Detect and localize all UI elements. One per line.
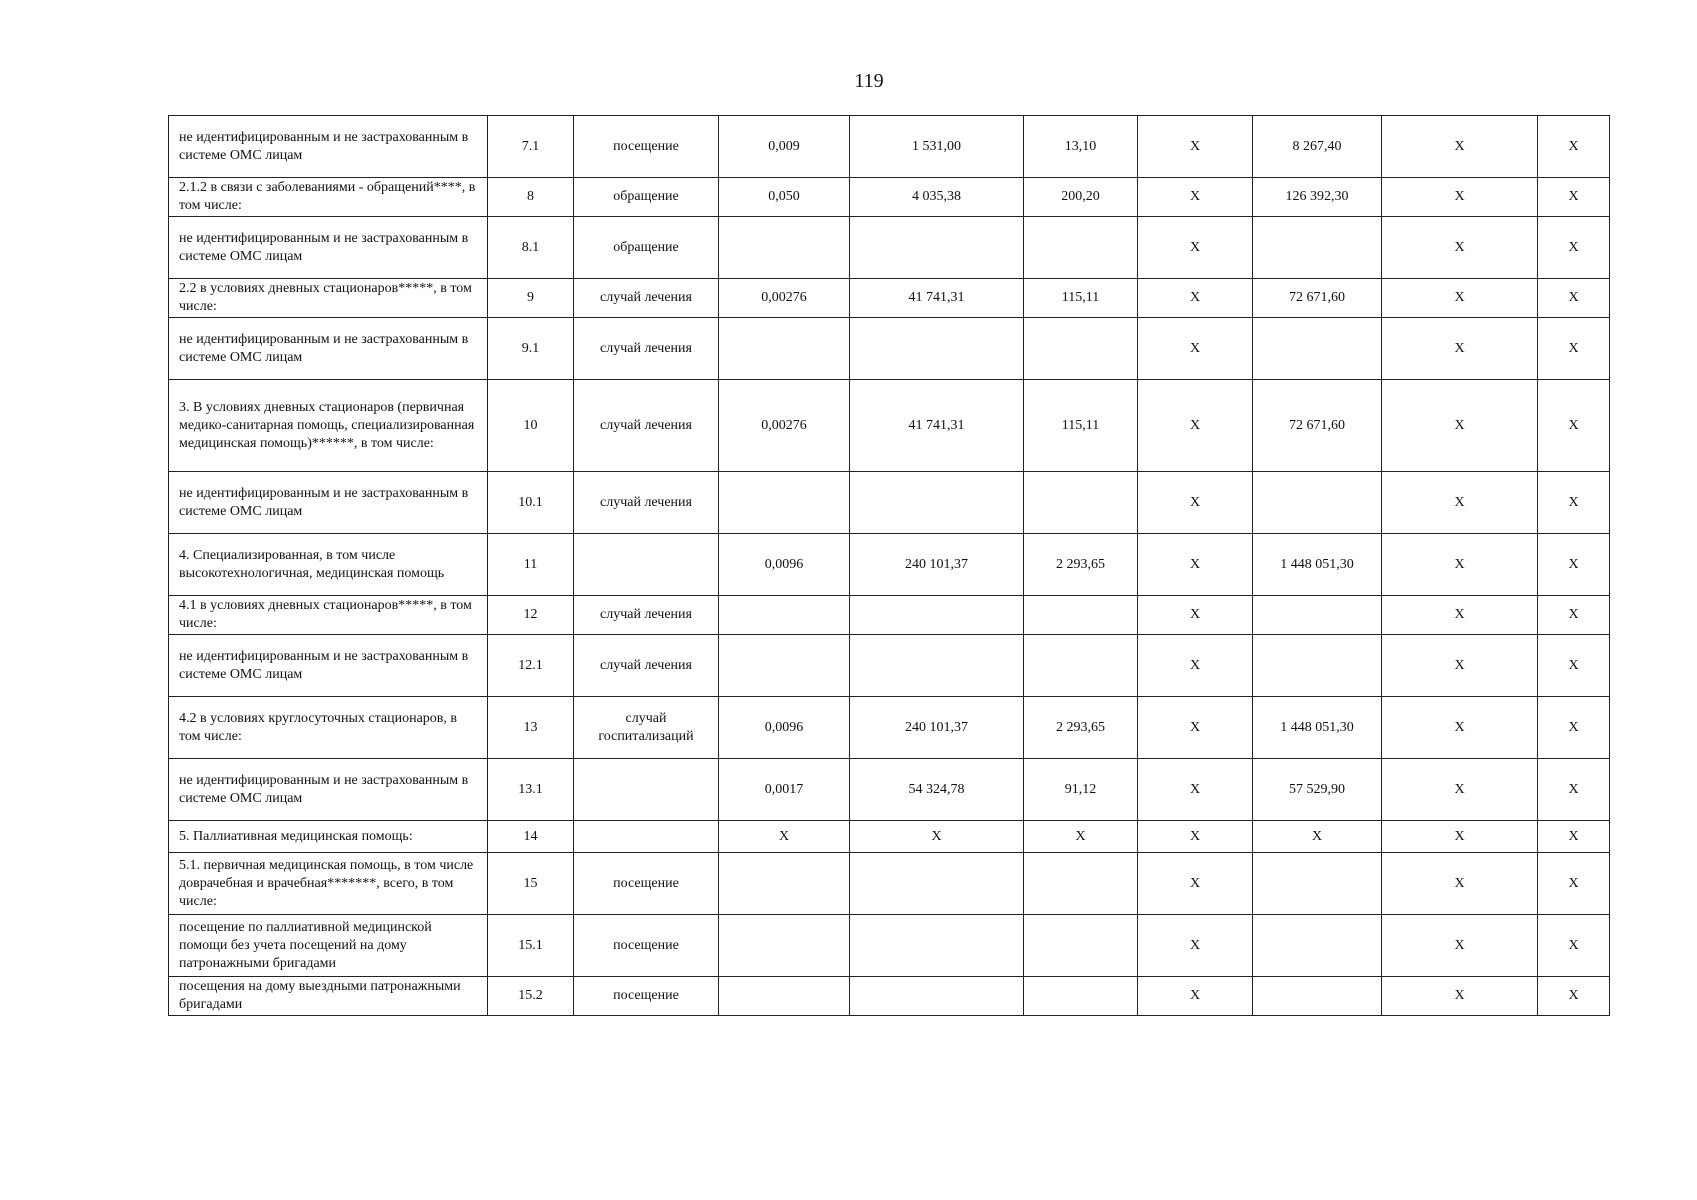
cell-mark-3: X [1538,116,1610,178]
cell-norm-cost [850,472,1024,534]
cell-norm-volume [719,977,850,1016]
cell-unit: случай лечения [574,596,719,635]
cell-row-number: 13.1 [488,759,574,821]
cell-total-1: 1 448 051,30 [1253,534,1382,596]
data-table [168,115,1610,1016]
cell-row-number: 15 [488,853,574,915]
cell-unit: посещение [574,977,719,1016]
cell-per-capita-1 [1024,915,1138,977]
cell-row-number: 10.1 [488,472,574,534]
cell-per-capita-1: 13,10 [1024,116,1138,178]
cell-mark-3: X [1538,853,1610,915]
cell-mark-2: X [1382,596,1538,635]
cell-mark-3: X [1538,596,1610,635]
cell-unit: посещение [574,915,719,977]
cell-mark-2: X [1382,534,1538,596]
cell-mark-2: X [1382,380,1538,472]
cell-row-label: не идентифицированным и не застрахованным в системе ОМС лицам [169,318,488,380]
cell-row-number: 8 [488,178,574,217]
cell-row-label: посещение по паллиативной медицинской помощи без учета посещений на дому патронажными бригадами [169,915,488,977]
cell-row-number: 9 [488,279,574,318]
cell-row-number: 8.1 [488,217,574,279]
table-row [169,318,1610,380]
cell-row-number: 12 [488,596,574,635]
cell-mark-3: X [1538,915,1610,977]
cell-norm-volume [719,915,850,977]
cell-total-1: 126 392,30 [1253,178,1382,217]
cell-per-capita-1: 200,20 [1024,178,1138,217]
cell-total-1: 72 671,60 [1253,380,1382,472]
cell-unit [574,821,719,853]
cell-mark-1: X [1138,217,1253,279]
cell-unit [574,759,719,821]
cell-norm-volume: 0,050 [719,178,850,217]
cell-norm-volume: X [719,821,850,853]
cell-row-label: 5. Паллиативная медицинская помощь: [169,821,488,853]
cell-per-capita-1 [1024,472,1138,534]
cell-row-label: не идентифицированным и не застрахованным в системе ОМС лицам [169,472,488,534]
cell-per-capita-1 [1024,318,1138,380]
cell-norm-cost [850,635,1024,697]
cell-norm-cost: 41 741,31 [850,279,1024,318]
cell-row-number: 10 [488,380,574,472]
cell-mark-2: X [1382,759,1538,821]
cell-total-1 [1253,472,1382,534]
cell-row-label: посещения на дому выездными патронажными бригадами [169,977,488,1016]
cell-norm-volume [719,635,850,697]
cell-mark-3: X [1538,821,1610,853]
cell-mark-2: X [1382,697,1538,759]
cell-total-1 [1253,977,1382,1016]
table-row [169,472,1610,534]
cell-unit [574,534,719,596]
table-row [169,116,1610,178]
cell-mark-3: X [1538,318,1610,380]
table-row [169,380,1610,472]
cell-mark-2: X [1382,279,1538,318]
cell-norm-volume: 0,0096 [719,534,850,596]
table-row [169,977,1610,1016]
cell-mark-3: X [1538,279,1610,318]
cell-unit: обращение [574,217,719,279]
cell-total-1: 72 671,60 [1253,279,1382,318]
cell-row-label: 4. Специализированная, в том числе высокотехнологичная, медицинская помощь [169,534,488,596]
cell-row-number: 15.1 [488,915,574,977]
cell-unit: случай лечения [574,318,719,380]
cell-total-1: X [1253,821,1382,853]
cell-mark-1: X [1138,279,1253,318]
cell-total-1 [1253,635,1382,697]
cell-per-capita-1: 115,11 [1024,279,1138,318]
cell-norm-cost: 41 741,31 [850,380,1024,472]
cell-mark-1: X [1138,759,1253,821]
cell-mark-1: X [1138,472,1253,534]
cell-mark-3: X [1538,635,1610,697]
cell-total-1 [1253,853,1382,915]
cell-mark-3: X [1538,534,1610,596]
cell-per-capita-1 [1024,635,1138,697]
cell-row-label: не идентифицированным и не застрахованным в системе ОМС лицам [169,759,488,821]
cell-norm-cost [850,915,1024,977]
table-row [169,534,1610,596]
table-row [169,853,1610,915]
cell-norm-cost: 54 324,78 [850,759,1024,821]
cell-norm-volume: 0,00276 [719,380,850,472]
cell-per-capita-1 [1024,217,1138,279]
cell-unit: посещение [574,116,719,178]
cell-per-capita-1 [1024,853,1138,915]
cell-mark-1: X [1138,596,1253,635]
cell-norm-volume: 0,0096 [719,697,850,759]
cell-norm-volume [719,318,850,380]
cell-total-1 [1253,596,1382,635]
cell-mark-3: X [1538,178,1610,217]
cell-mark-3: X [1538,217,1610,279]
cell-norm-cost [850,977,1024,1016]
cell-total-1: 1 448 051,30 [1253,697,1382,759]
cell-norm-volume [719,596,850,635]
cell-unit: случай госпитализаций [574,697,719,759]
cell-row-number: 13 [488,697,574,759]
cell-unit: случай лечения [574,279,719,318]
cell-mark-2: X [1382,178,1538,217]
cell-mark-3: X [1538,472,1610,534]
cell-norm-cost [850,318,1024,380]
cell-unit: посещение [574,853,719,915]
cell-unit: случай лечения [574,472,719,534]
cell-per-capita-1: 2 293,65 [1024,534,1138,596]
cell-unit: обращение [574,178,719,217]
cell-row-label: 5.1. первичная медицинская помощь, в том числе доврачебная и врачебная*******, всего, в том числе: [169,853,488,915]
cell-mark-1: X [1138,853,1253,915]
cell-mark-1: X [1138,534,1253,596]
cell-mark-1: X [1138,977,1253,1016]
cell-per-capita-1 [1024,977,1138,1016]
cell-norm-cost: 1 531,00 [850,116,1024,178]
cell-mark-1: X [1138,635,1253,697]
cell-norm-volume: 0,00276 [719,279,850,318]
cell-mark-3: X [1538,977,1610,1016]
cell-norm-volume [719,217,850,279]
cell-row-label: не идентифицированным и не застрахованным в системе ОМС лицам [169,217,488,279]
cell-mark-3: X [1538,697,1610,759]
cell-norm-cost: 4 035,38 [850,178,1024,217]
cell-mark-1: X [1138,821,1253,853]
table-row [169,759,1610,821]
cell-mark-3: X [1538,759,1610,821]
page-number: 119 [854,70,884,92]
cell-row-number: 11 [488,534,574,596]
cell-row-label: 2.1.2 в связи с заболеваниями - обращений****, в том числе: [169,178,488,217]
cell-norm-cost [850,853,1024,915]
cell-norm-cost: 240 101,37 [850,697,1024,759]
cell-row-label: не идентифицированным и не застрахованным в системе ОМС лицам [169,116,488,178]
cell-total-1: 8 267,40 [1253,116,1382,178]
cell-mark-1: X [1138,915,1253,977]
cell-total-1: 57 529,90 [1253,759,1382,821]
cell-mark-3: X [1538,380,1610,472]
table-row [169,217,1610,279]
cell-mark-2: X [1382,915,1538,977]
table-row [169,915,1610,977]
cell-mark-1: X [1138,178,1253,217]
cell-mark-2: X [1382,217,1538,279]
cell-norm-cost: X [850,821,1024,853]
cell-mark-2: X [1382,116,1538,178]
cell-row-label: 4.2 в условиях круглосуточных стационаров, в том числе: [169,697,488,759]
cell-mark-1: X [1138,318,1253,380]
cell-mark-2: X [1382,853,1538,915]
cell-row-number: 14 [488,821,574,853]
cell-norm-cost [850,596,1024,635]
table-row [169,697,1610,759]
cell-norm-volume [719,853,850,915]
cell-unit: случай лечения [574,635,719,697]
cell-per-capita-1: 115,11 [1024,380,1138,472]
cell-row-label: 3. В условиях дневных стационаров (первичная медико-санитарная помощь, специализированная медицинская помощь)******, в том числе: [169,380,488,472]
cell-norm-volume: 0,0017 [719,759,850,821]
table-row [169,596,1610,635]
cell-mark-2: X [1382,635,1538,697]
cell-norm-volume: 0,009 [719,116,850,178]
cell-row-label: 2.2 в условиях дневных стационаров*****, в том числе: [169,279,488,318]
cell-total-1 [1253,318,1382,380]
cell-mark-1: X [1138,116,1253,178]
cell-mark-2: X [1382,977,1538,1016]
cell-row-label: 4.1 в условиях дневных стационаров*****, в том числе: [169,596,488,635]
table-row [169,635,1610,697]
cell-norm-cost [850,217,1024,279]
cell-norm-volume [719,472,850,534]
cell-total-1 [1253,915,1382,977]
cell-mark-2: X [1382,318,1538,380]
cell-mark-2: X [1382,472,1538,534]
cell-per-capita-1: X [1024,821,1138,853]
cell-mark-2: X [1382,821,1538,853]
table-row [169,821,1610,853]
cell-row-number: 15.2 [488,977,574,1016]
cell-mark-1: X [1138,697,1253,759]
table-row [169,178,1610,217]
cell-unit: случай лечения [574,380,719,472]
cell-norm-cost: 240 101,37 [850,534,1024,596]
cell-per-capita-1 [1024,596,1138,635]
cell-total-1 [1253,217,1382,279]
cell-row-label: не идентифицированным и не застрахованным в системе ОМС лицам [169,635,488,697]
table-row [169,279,1610,318]
cell-mark-1: X [1138,380,1253,472]
cell-row-number: 12.1 [488,635,574,697]
cell-per-capita-1: 91,12 [1024,759,1138,821]
cell-per-capita-1: 2 293,65 [1024,697,1138,759]
cell-row-number: 9.1 [488,318,574,380]
cell-row-number: 7.1 [488,116,574,178]
